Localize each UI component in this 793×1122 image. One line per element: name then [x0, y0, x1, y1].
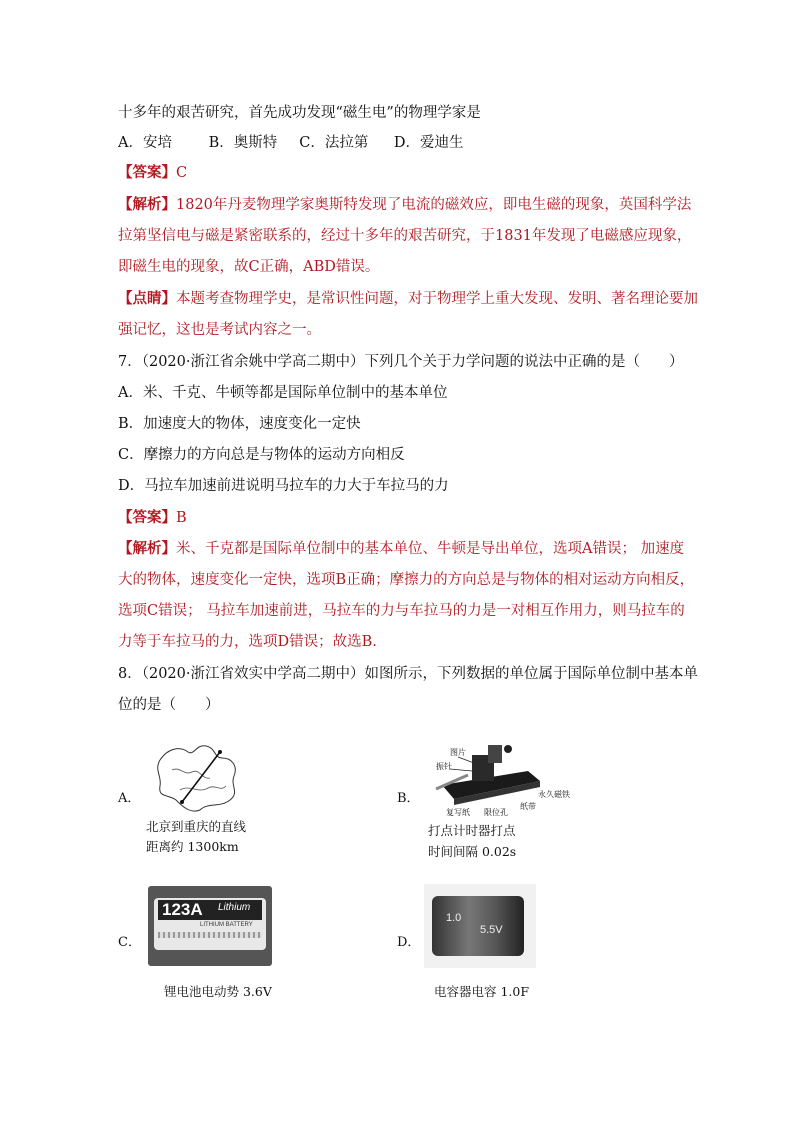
q7-option-d: D．马拉车加速前进说明马拉车的力大于车拉马的力	[118, 478, 449, 494]
timer-part-label-6: 纸带	[520, 802, 536, 811]
q6-options	[118, 133, 693, 153]
q7-option-c: C．摩擦力的方向总是与物体的运动方向相反	[118, 447, 405, 463]
q6-stem-tail: 十多年的艰苦研究，首先成功发现“磁生电”的物理学家是	[118, 105, 481, 121]
q6-option-b: B．奥斯特	[208, 135, 278, 151]
q6-answer	[118, 163, 693, 183]
timer-part-label-3: 永久磁铁	[538, 790, 570, 799]
q6-option-c: C．法拉第	[299, 135, 369, 151]
timer-part-label-4: 复写纸	[446, 808, 470, 817]
q8-stem-line-2: 位的是（ ）	[118, 697, 220, 713]
q6-answer-tag: 【答案】	[118, 164, 176, 181]
q8-figure-c-caption: 锂电池电动势 3.6V	[164, 984, 272, 999]
q6-option-d: D．爱迪生	[393, 135, 464, 151]
q7-analysis-line-1	[118, 539, 693, 559]
q8-stem-line-1: 8．（2020·浙江省效实中学高二期中）如图所示，下列数据的单位属于国际单位制中基本单	[118, 666, 698, 682]
q8-figure-b-label: B．	[397, 791, 420, 806]
capacitor-value-text: 1.0	[446, 912, 462, 924]
q6-answer-value: C	[176, 165, 188, 181]
q7-stem: 7．（2020·浙江省余姚中学高二期中）下列几个关于力学问题的说法中正确的是（ ）	[118, 354, 684, 370]
q8-figure-b-caption-1: 打点计时器打点	[428, 823, 516, 838]
q6-comment-text-1: 本题考查物理学史，是常识性问题，对于物理学上重大发现、发明、著名理论要加	[176, 291, 698, 307]
q8-figure-d-caption: 电容器电容 1.0F	[434, 984, 530, 999]
battery-brand-text: Lithium	[218, 902, 251, 913]
q6-analysis-line-2: 拉第坚信电与磁是紧密联系的，经过十多年的艰苦研究，于1831年发现了电磁感应现象，	[118, 228, 692, 244]
timer-part-label-2: 振针	[436, 762, 452, 771]
q8-figure-b-caption-2: 时间间隔 0.02s	[428, 844, 517, 859]
q6-comment-line-2: 强记忆，这也是考试内容之一。	[118, 322, 321, 338]
q7-analysis-tag: 【解析】	[118, 540, 176, 557]
q8-figure-c-label: C．	[118, 935, 141, 950]
q6-analysis-text-1: 1820年丹麦物理学家奥斯特发现了电流的磁效应，即电生磁的现象，英国科学法	[176, 197, 692, 213]
timer-part-label-1: 图片	[450, 748, 466, 757]
q6-analysis-line-1	[118, 195, 693, 215]
q6-analysis-tag: 【解析】	[118, 196, 176, 213]
q7-option-a: A．米、千克、牛顿等都是国际单位制中的基本单位	[118, 385, 448, 401]
q7-option-b: B．加速度大的物体，速度变化一定快	[118, 416, 361, 432]
capacitor-voltage-text: 5.5V	[480, 924, 503, 936]
map-image	[150, 740, 250, 816]
q7-answer-tag: 【答案】	[118, 509, 176, 526]
q6-comment-tag: 【点睛】	[118, 290, 176, 307]
battery-type-text: LITHIUM BATTERY	[200, 922, 253, 928]
battery-image	[148, 886, 272, 966]
q7-answer	[118, 508, 693, 528]
q8-figure-a-caption-2: 距离约 1300km	[146, 839, 239, 854]
q6-option-a: A．安培	[118, 135, 172, 151]
q7-analysis-line-3: 选项C错误； 马拉车加速前进，马拉车的力与车拉马的力是一对相互作用力，则马拉车的	[118, 603, 685, 619]
q8-figure-d-label: D．	[397, 935, 421, 950]
capacitor-image	[424, 884, 536, 968]
q6-comment-line-1	[118, 289, 698, 309]
q7-analysis-text-1: 米、千克都是国际单位制中的基本单位、牛顿是导出单位，选项A错误； 加速度	[176, 541, 685, 557]
q7-analysis-line-4: 力等于车拉马的力，选项D错误；故选B.	[118, 634, 377, 650]
battery-model-text: 123A	[162, 900, 203, 919]
q7-analysis-line-2: 大的物体，速度变化一定快，选项B正确；摩擦力的方向总是与物体的相对运动方向相反，	[118, 572, 695, 588]
q8-figure-a-label: A．	[118, 791, 141, 806]
q6-analysis-line-3: 即磁生电的现象，故C正确，ABD错误。	[118, 259, 380, 275]
q8-figure-a-caption-1: 北京到重庆的直线	[146, 819, 247, 834]
timer-part-label-5: 限位孔	[484, 808, 508, 817]
q7-answer-value: B	[176, 510, 187, 526]
